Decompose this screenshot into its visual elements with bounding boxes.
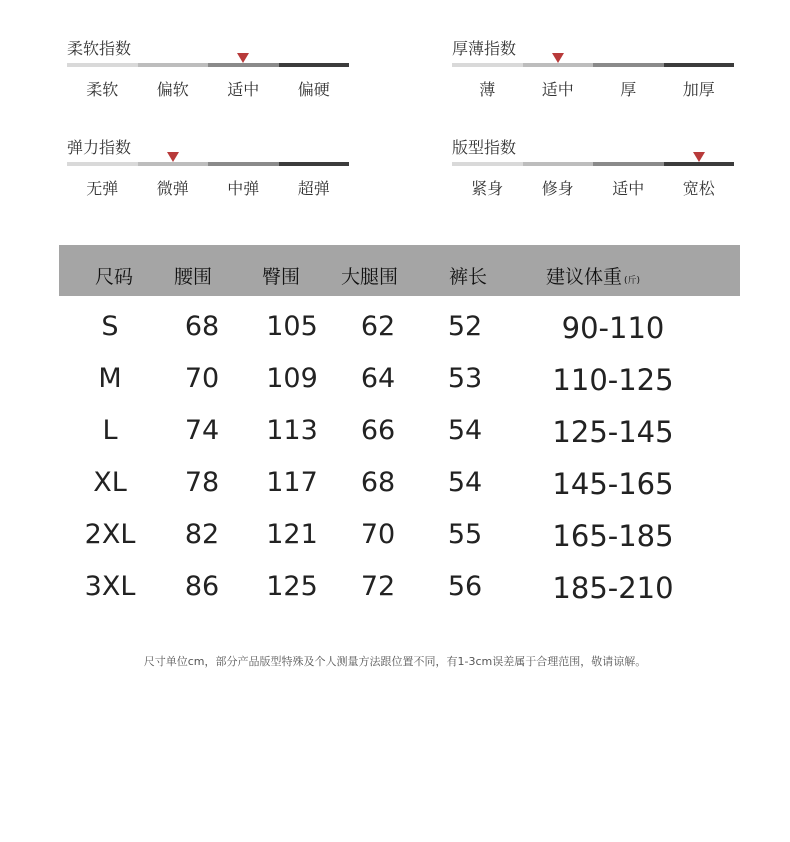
indicator-scale-bar [67, 162, 349, 166]
scale-segment [208, 63, 279, 67]
scale-segment [208, 162, 279, 166]
scale-label: 加厚 [682, 80, 715, 99]
header-text: 尺码 [95, 266, 134, 288]
cell-hip: 109 [266, 363, 318, 394]
cell-hip: 121 [266, 519, 318, 550]
cell-length: 54 [447, 415, 483, 446]
scale-label: 薄 [479, 80, 496, 99]
indicator-scale-bar [67, 63, 349, 67]
cell-length: 56 [447, 571, 483, 602]
header-text: 建议体重 [546, 266, 623, 288]
scale-segment [593, 162, 664, 166]
scale-segment [452, 162, 523, 166]
cell-size: S [101, 311, 119, 342]
scale-label: 宽松 [682, 179, 715, 198]
scale-label: 厚 [620, 80, 637, 99]
scale-label: 微弹 [156, 179, 189, 198]
footnote: 尺寸单位cm，部分产品版型特殊及个人测量方法跟位置不同，有1-3cm误差属于合理范围，敬请谅解。 [143, 655, 647, 668]
cell-thigh: 64 [360, 363, 396, 394]
cell-weight: 145-165 [552, 467, 674, 501]
cell-waist: 74 [184, 415, 220, 446]
indicator-title: 版型指数 [452, 138, 517, 157]
selected-marker-icon [237, 53, 249, 63]
scale-label: 柔软 [86, 80, 119, 99]
cell-thigh: 70 [360, 519, 396, 550]
header-text: 腰围 [174, 266, 213, 288]
header-text: 大腿围 [341, 266, 399, 288]
indicator-title: 厚薄指数 [452, 39, 517, 58]
cell-thigh: 72 [360, 571, 396, 602]
scale-segment [67, 162, 138, 166]
cell-waist: 86 [184, 571, 220, 602]
cell-weight: 110-125 [552, 363, 674, 397]
scale-segment [664, 63, 735, 67]
column-header-thigh [341, 262, 398, 289]
header-text: 裤长 [449, 266, 488, 288]
indicator-title: 弹力指数 [67, 138, 132, 157]
column-header-size [95, 262, 133, 289]
cell-length: 55 [447, 519, 483, 550]
scale-segment [523, 63, 594, 67]
scale-segment [664, 162, 735, 166]
column-header-length [449, 262, 487, 289]
cell-length: 53 [447, 363, 483, 394]
column-header-hip [262, 262, 300, 289]
scale-segment [138, 63, 209, 67]
cell-hip: 125 [266, 571, 318, 602]
cell-waist: 82 [184, 519, 220, 550]
cell-size: XL [93, 467, 127, 498]
scale-label: 适中 [227, 80, 260, 99]
scale-label: 中弹 [227, 179, 260, 198]
cell-thigh: 68 [360, 467, 396, 498]
selected-marker-icon [552, 53, 564, 63]
scale-label: 修身 [541, 179, 574, 198]
scale-segment [279, 63, 350, 67]
cell-size: 3XL [84, 571, 136, 602]
cell-size: L [102, 415, 118, 446]
cell-weight: 90-110 [561, 311, 665, 345]
cell-weight: 125-145 [552, 415, 674, 449]
indicator-scale-bar [452, 162, 734, 166]
indicator-title: 柔软指数 [67, 39, 132, 58]
cell-waist: 78 [184, 467, 220, 498]
cell-weight: 185-210 [552, 571, 674, 605]
column-header-waist [174, 262, 212, 289]
cell-thigh: 62 [360, 311, 396, 342]
scale-label: 无弹 [86, 179, 119, 198]
header-text: 臀围 [262, 266, 301, 288]
scale-segment [593, 63, 664, 67]
selected-marker-icon [693, 152, 705, 162]
cell-length: 52 [447, 311, 483, 342]
scale-label: 适中 [612, 179, 645, 198]
scale-label: 紧身 [471, 179, 504, 198]
column-header-weight [546, 262, 640, 289]
scale-segment [138, 162, 209, 166]
cell-weight: 165-185 [552, 519, 674, 553]
scale-segment [279, 162, 350, 166]
cell-waist: 68 [184, 311, 220, 342]
indicator-scale-bar [452, 63, 734, 67]
scale-label: 适中 [541, 80, 574, 99]
cell-hip: 117 [266, 467, 318, 498]
cell-hip: 105 [266, 311, 318, 342]
cell-thigh: 66 [360, 415, 396, 446]
selected-marker-icon [167, 152, 179, 162]
scale-label: 超弹 [297, 179, 330, 198]
cell-size: 2XL [84, 519, 136, 550]
scale-segment [452, 63, 523, 67]
cell-waist: 70 [184, 363, 220, 394]
scale-label: 偏硬 [297, 80, 330, 99]
scale-segment [523, 162, 594, 166]
scale-segment [67, 63, 138, 67]
cell-length: 54 [447, 467, 483, 498]
scale-label: 偏软 [156, 80, 189, 99]
weight-unit: (斤) [624, 276, 641, 286]
cell-hip: 113 [266, 415, 318, 446]
cell-size: M [98, 363, 122, 394]
